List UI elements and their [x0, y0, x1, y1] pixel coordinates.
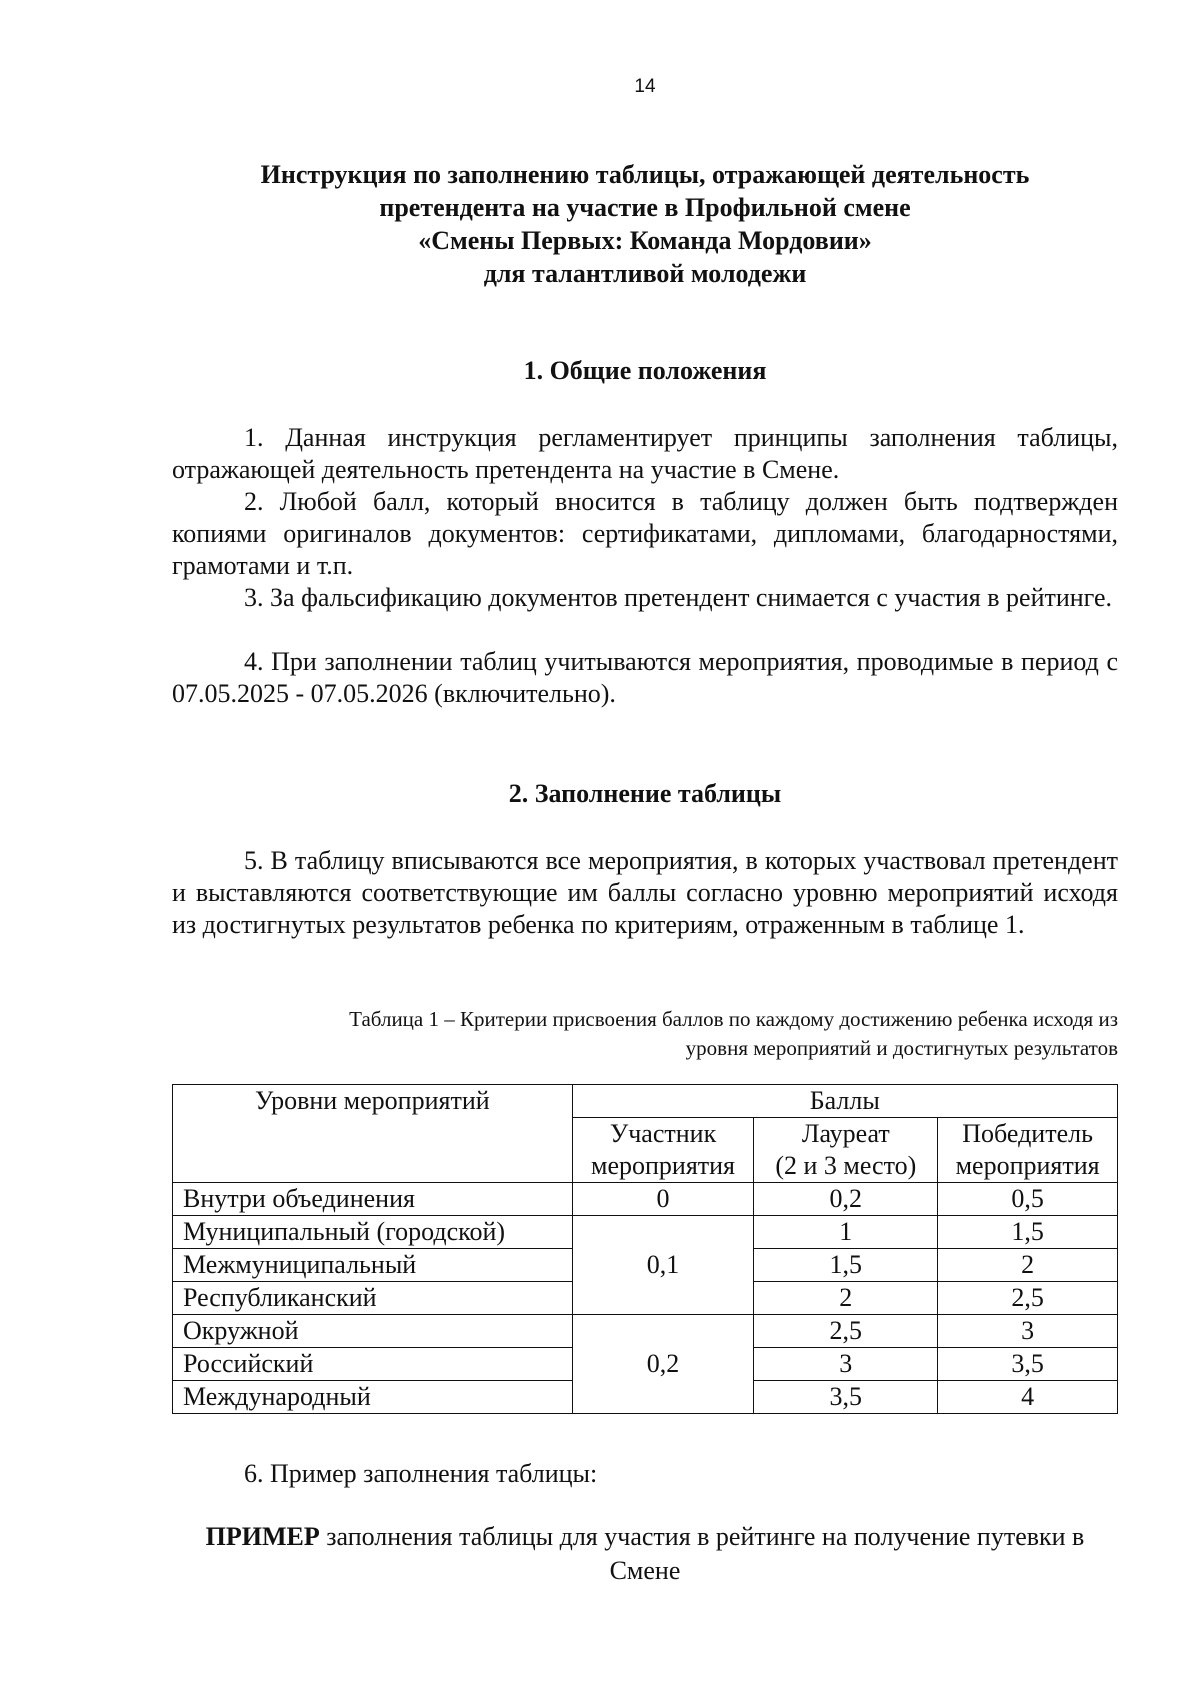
- table-row: [173, 1183, 1118, 1216]
- caption-line: уровня мероприятий и достигнутых результатов: [685, 1036, 1118, 1060]
- table-row: [173, 1216, 1118, 1249]
- table-caption: [172, 1005, 1118, 1063]
- table-row: [173, 1315, 1118, 1348]
- laureate-cell: 2: [754, 1282, 938, 1315]
- header-winner: [938, 1118, 1118, 1183]
- header-participant: [572, 1118, 754, 1183]
- paragraph-3: 3. За фальсификацию документов претендент снимается с участия в рейтинге.: [244, 583, 1113, 612]
- header-text: (2 и 3 место): [775, 1151, 917, 1180]
- level-cell: Внутри объединения: [173, 1183, 573, 1216]
- winner-cell: 0,5: [938, 1183, 1118, 1216]
- header-levels: Уровни мероприятий: [173, 1085, 573, 1183]
- winner-cell: 1,5: [938, 1216, 1118, 1249]
- laureate-cell: 1,5: [754, 1249, 938, 1282]
- level-cell: Республиканский: [173, 1282, 573, 1315]
- laureate-cell: 3,5: [754, 1381, 938, 1414]
- title-line: претендента на участие в Профильной смене: [379, 193, 911, 222]
- header-text: Победитель: [962, 1119, 1093, 1148]
- section-2-heading: 2. Заполнение таблицы: [508, 779, 782, 808]
- title-line: для талантливой молодежи: [483, 259, 807, 288]
- participant-cell: 0: [572, 1183, 754, 1216]
- laureate-cell: 0,2: [754, 1183, 938, 1216]
- participant-cell: 0,2: [572, 1315, 754, 1414]
- level-cell: Окружной: [173, 1315, 573, 1348]
- winner-cell: 3: [938, 1315, 1118, 1348]
- level-cell: Российский: [173, 1348, 573, 1381]
- example-heading: [172, 1520, 1118, 1588]
- winner-cell: 3,5: [938, 1348, 1118, 1381]
- paragraph-5: 5. В таблицу вписываются все мероприятия, в которых участвовал претендент и выставляются соответствующие им баллы согласно уровню мероприятий исходя из достигнутых результатов ребенка по критериям, отраженным в таблице 1.: [172, 846, 1118, 939]
- level-cell: Международный: [173, 1381, 573, 1414]
- header-text: мероприятия: [591, 1151, 736, 1180]
- header-text: мероприятия: [955, 1151, 1100, 1180]
- caption-line: Таблица 1 – Критерии присвоения баллов по каждому достижению ребенка исходя из: [349, 1007, 1118, 1031]
- laureate-cell: 3: [754, 1348, 938, 1381]
- section-1-heading: 1. Общие положения: [523, 356, 767, 385]
- paragraph-1: 1. Данная инструкция регламентирует принципы заполнения таблицы, отражающей деятельность претендента на участие в Смене.: [172, 423, 1118, 484]
- winner-cell: 4: [938, 1381, 1118, 1414]
- example-text: заполнения таблицы для участия в рейтинге на получение путевки в Смене: [319, 1522, 1085, 1585]
- laureate-cell: 2,5: [754, 1315, 938, 1348]
- paragraph-2: 2. Любой балл, который вносится в таблицу должен быть подтвержден копиями оригиналов документов: сертификатами, дипломами, благодарностями, грамотами и т.п.: [172, 487, 1118, 580]
- header-text: Участник: [609, 1119, 717, 1148]
- paragraph-6: 6. Пример заполнения таблицы:: [244, 1459, 598, 1488]
- title-line: «Смены Первых: Команда Мордовии»: [418, 226, 872, 255]
- winner-cell: 2,5: [938, 1282, 1118, 1315]
- header-points: Баллы: [572, 1085, 1117, 1118]
- title-line: Инструкция по заполнению таблицы, отражающей деятельность: [260, 160, 1030, 189]
- example-bold-word: ПРИМЕР: [205, 1522, 320, 1551]
- header-laureate: [754, 1118, 938, 1183]
- header-text: Лауреат: [801, 1119, 890, 1148]
- level-cell: Муниципальный (городской): [173, 1216, 573, 1249]
- laureate-cell: 1: [754, 1216, 938, 1249]
- level-cell: Межмуниципальный: [173, 1249, 573, 1282]
- criteria-table: [172, 1084, 1118, 1414]
- winner-cell: 2: [938, 1249, 1118, 1282]
- document-title: [172, 158, 1118, 290]
- participant-cell: 0,1: [572, 1216, 754, 1315]
- page-number: 14: [634, 76, 656, 97]
- paragraph-4: 4. При заполнении таблиц учитываются мероприятия, проводимые в период с 07.05.2025 - 07.05.2026 (включительно).: [172, 647, 1118, 708]
